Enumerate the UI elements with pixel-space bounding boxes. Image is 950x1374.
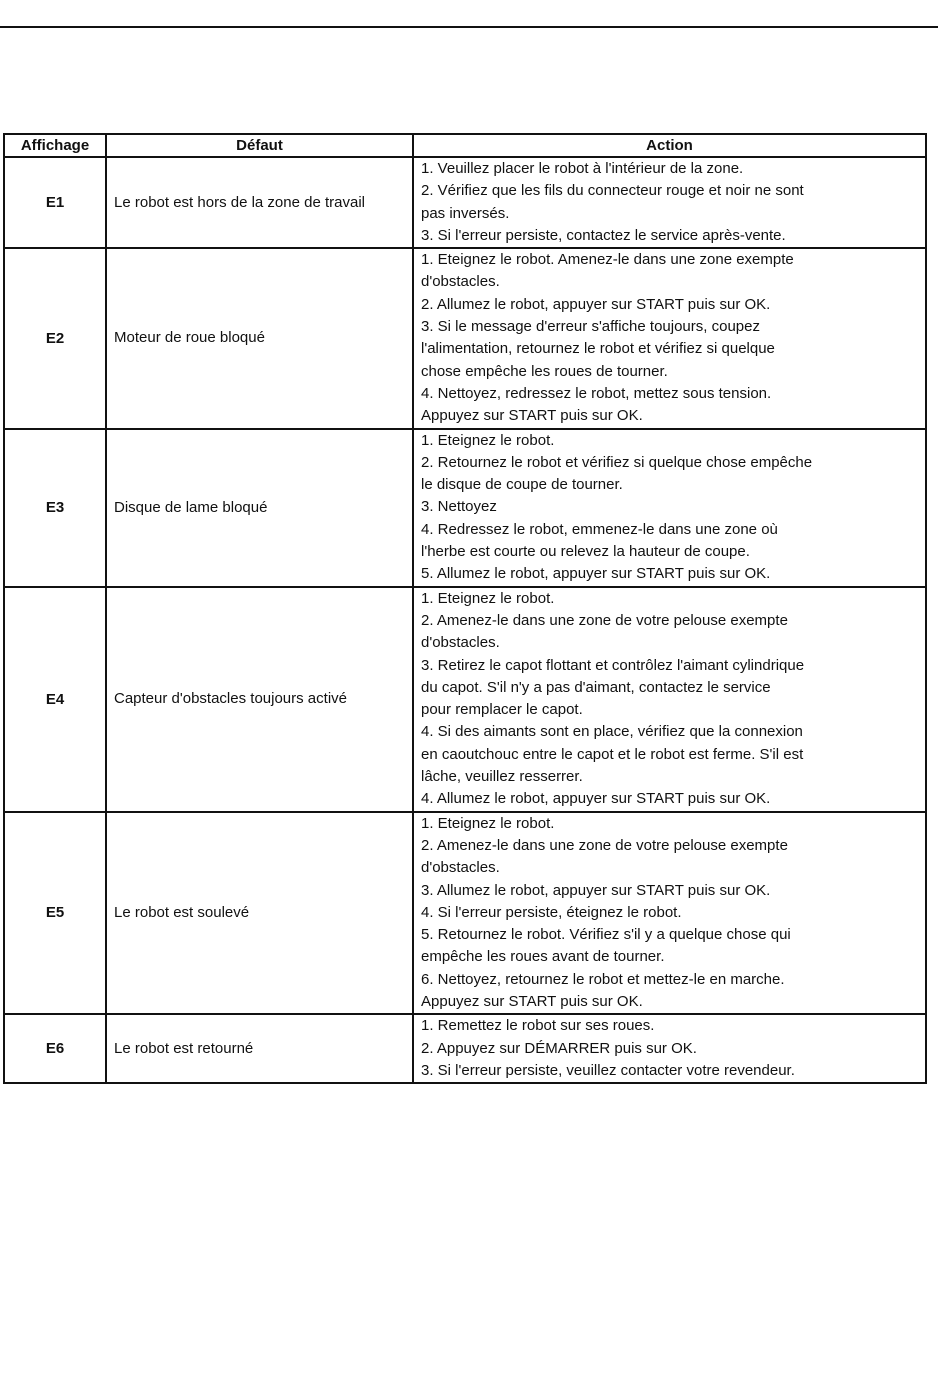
error-code: E1 [4, 157, 106, 248]
table-row [4, 157, 926, 248]
action-line: 3. Si l'erreur persiste, contactez le service après-vente. [421, 226, 786, 244]
action-line: 1. Eteignez le robot. Amenez-le dans une zone exempte [421, 251, 794, 269]
action-steps [413, 1014, 926, 1083]
action-line: 5. Allumez le robot, appuyer sur START puis sur OK. [421, 565, 771, 583]
action-line: 1. Veuillez placer le robot à l'intérieur de la zone. [421, 160, 744, 177]
action-line: Appuyez sur START puis sur OK. [421, 992, 643, 1010]
action-line: 6. Nettoyez, retournez le robot et mettez-le en marche. [421, 970, 785, 988]
action-line: du capot. S'il n'y a pas d'aimant, contactez le service [421, 678, 771, 696]
error-code-table [3, 133, 927, 1084]
action-line: 2. Amenez-le dans une zone de votre pelouse exempte [421, 836, 788, 854]
action-line: 4. Si des aimants sont en place, vérifiez que la connexion [421, 723, 803, 741]
action-steps [413, 587, 926, 812]
error-code: E2 [4, 248, 106, 428]
action-line: 1. Eteignez le robot. [421, 431, 555, 449]
action-line: 2. Amenez-le dans une zone de votre pelouse exempte [421, 611, 788, 629]
action-line: 3. Si l'erreur persiste, veuillez contacter votre revendeur. [421, 1061, 795, 1079]
action-line: le disque de coupe de tourner. [421, 476, 623, 494]
action-line: 5. Retournez le robot. Vérifiez s'il y a quelque chose qui [421, 926, 791, 944]
error-code: E6 [4, 1014, 106, 1083]
header-action: Action [413, 134, 926, 157]
header-fault: Défaut [106, 134, 413, 157]
table-row [4, 248, 926, 428]
error-code: E5 [4, 812, 106, 1015]
action-line: en caoutchouc entre le capot et le robot est ferme. S'il est [421, 745, 804, 763]
action-steps [413, 248, 926, 428]
error-code: E3 [4, 429, 106, 587]
action-line: empêche les roues avant de tourner. [421, 948, 665, 966]
fault-description: Le robot est retourné [106, 1014, 413, 1083]
action-line: d'obstacles. [421, 273, 500, 291]
action-steps [413, 157, 926, 248]
action-line: l'alimentation, retournez le robot et vérifiez si quelque [421, 340, 775, 358]
action-line: 4. Si l'erreur persiste, éteignez le robot. [421, 903, 682, 921]
fault-description: Le robot est soulevé [106, 812, 413, 1015]
action-line: 3. Retirez le capot flottant et contrôlez l'aimant cylindrique [421, 656, 805, 674]
action-steps [413, 812, 926, 1015]
action-line: pas inversés. [421, 204, 510, 222]
action-line: 2. Appuyez sur DÉMARRER puis sur OK. [421, 1039, 697, 1057]
action-line: 4. Nettoyez, redressez le robot, mettez sous tension. [421, 384, 772, 402]
table-row [4, 429, 926, 587]
table-row [4, 587, 926, 812]
action-line: lâche, veuillez resserrer. [421, 768, 583, 786]
action-line: 3. Nettoyez [421, 498, 497, 516]
table-header-row [4, 134, 926, 157]
error-code: E4 [4, 587, 106, 812]
action-steps [413, 429, 926, 587]
action-line: d'obstacles. [421, 634, 500, 652]
table-row [4, 1014, 926, 1083]
action-line: 2. Allumez le robot, appuyer sur START puis sur OK. [421, 295, 771, 313]
action-line: 2. Retournez le robot et vérifiez si quelque chose empêche [421, 453, 813, 471]
fault-description: Capteur d'obstacles toujours activé [106, 587, 413, 812]
header-display: Affichage [4, 134, 106, 157]
table-row [4, 812, 926, 1015]
action-line: 1. Eteignez le robot. [421, 589, 555, 607]
action-line: 4. Allumez le robot, appuyer sur START puis sur OK. [421, 790, 771, 808]
action-line: Appuyez sur START puis sur OK. [421, 407, 643, 425]
fault-description: Le robot est hors de la zone de travail [106, 157, 413, 248]
action-line: 1. Eteignez le robot. [421, 814, 555, 832]
fault-description: Disque de lame bloqué [106, 429, 413, 587]
action-line: 3. Allumez le robot, appuyer sur START puis sur OK. [421, 881, 771, 899]
fault-description: Moteur de roue bloqué [106, 248, 413, 428]
action-line: 1. Remettez le robot sur ses roues. [421, 1017, 655, 1035]
action-line: 3. Si le message d'erreur s'affiche toujours, coupez [421, 318, 760, 336]
action-line: l'herbe est courte ou relevez la hauteur de coupe. [421, 543, 750, 561]
action-line: pour remplacer le capot. [421, 701, 583, 719]
action-line: chose empêche les roues de tourner. [421, 362, 668, 380]
top-rule [0, 26, 938, 28]
action-line: d'obstacles. [421, 859, 500, 877]
action-line: 4. Redressez le robot, emmenez-le dans une zone où [421, 520, 778, 538]
action-line: 2. Vérifiez que les fils du connecteur rouge et noir ne sont [421, 182, 804, 200]
